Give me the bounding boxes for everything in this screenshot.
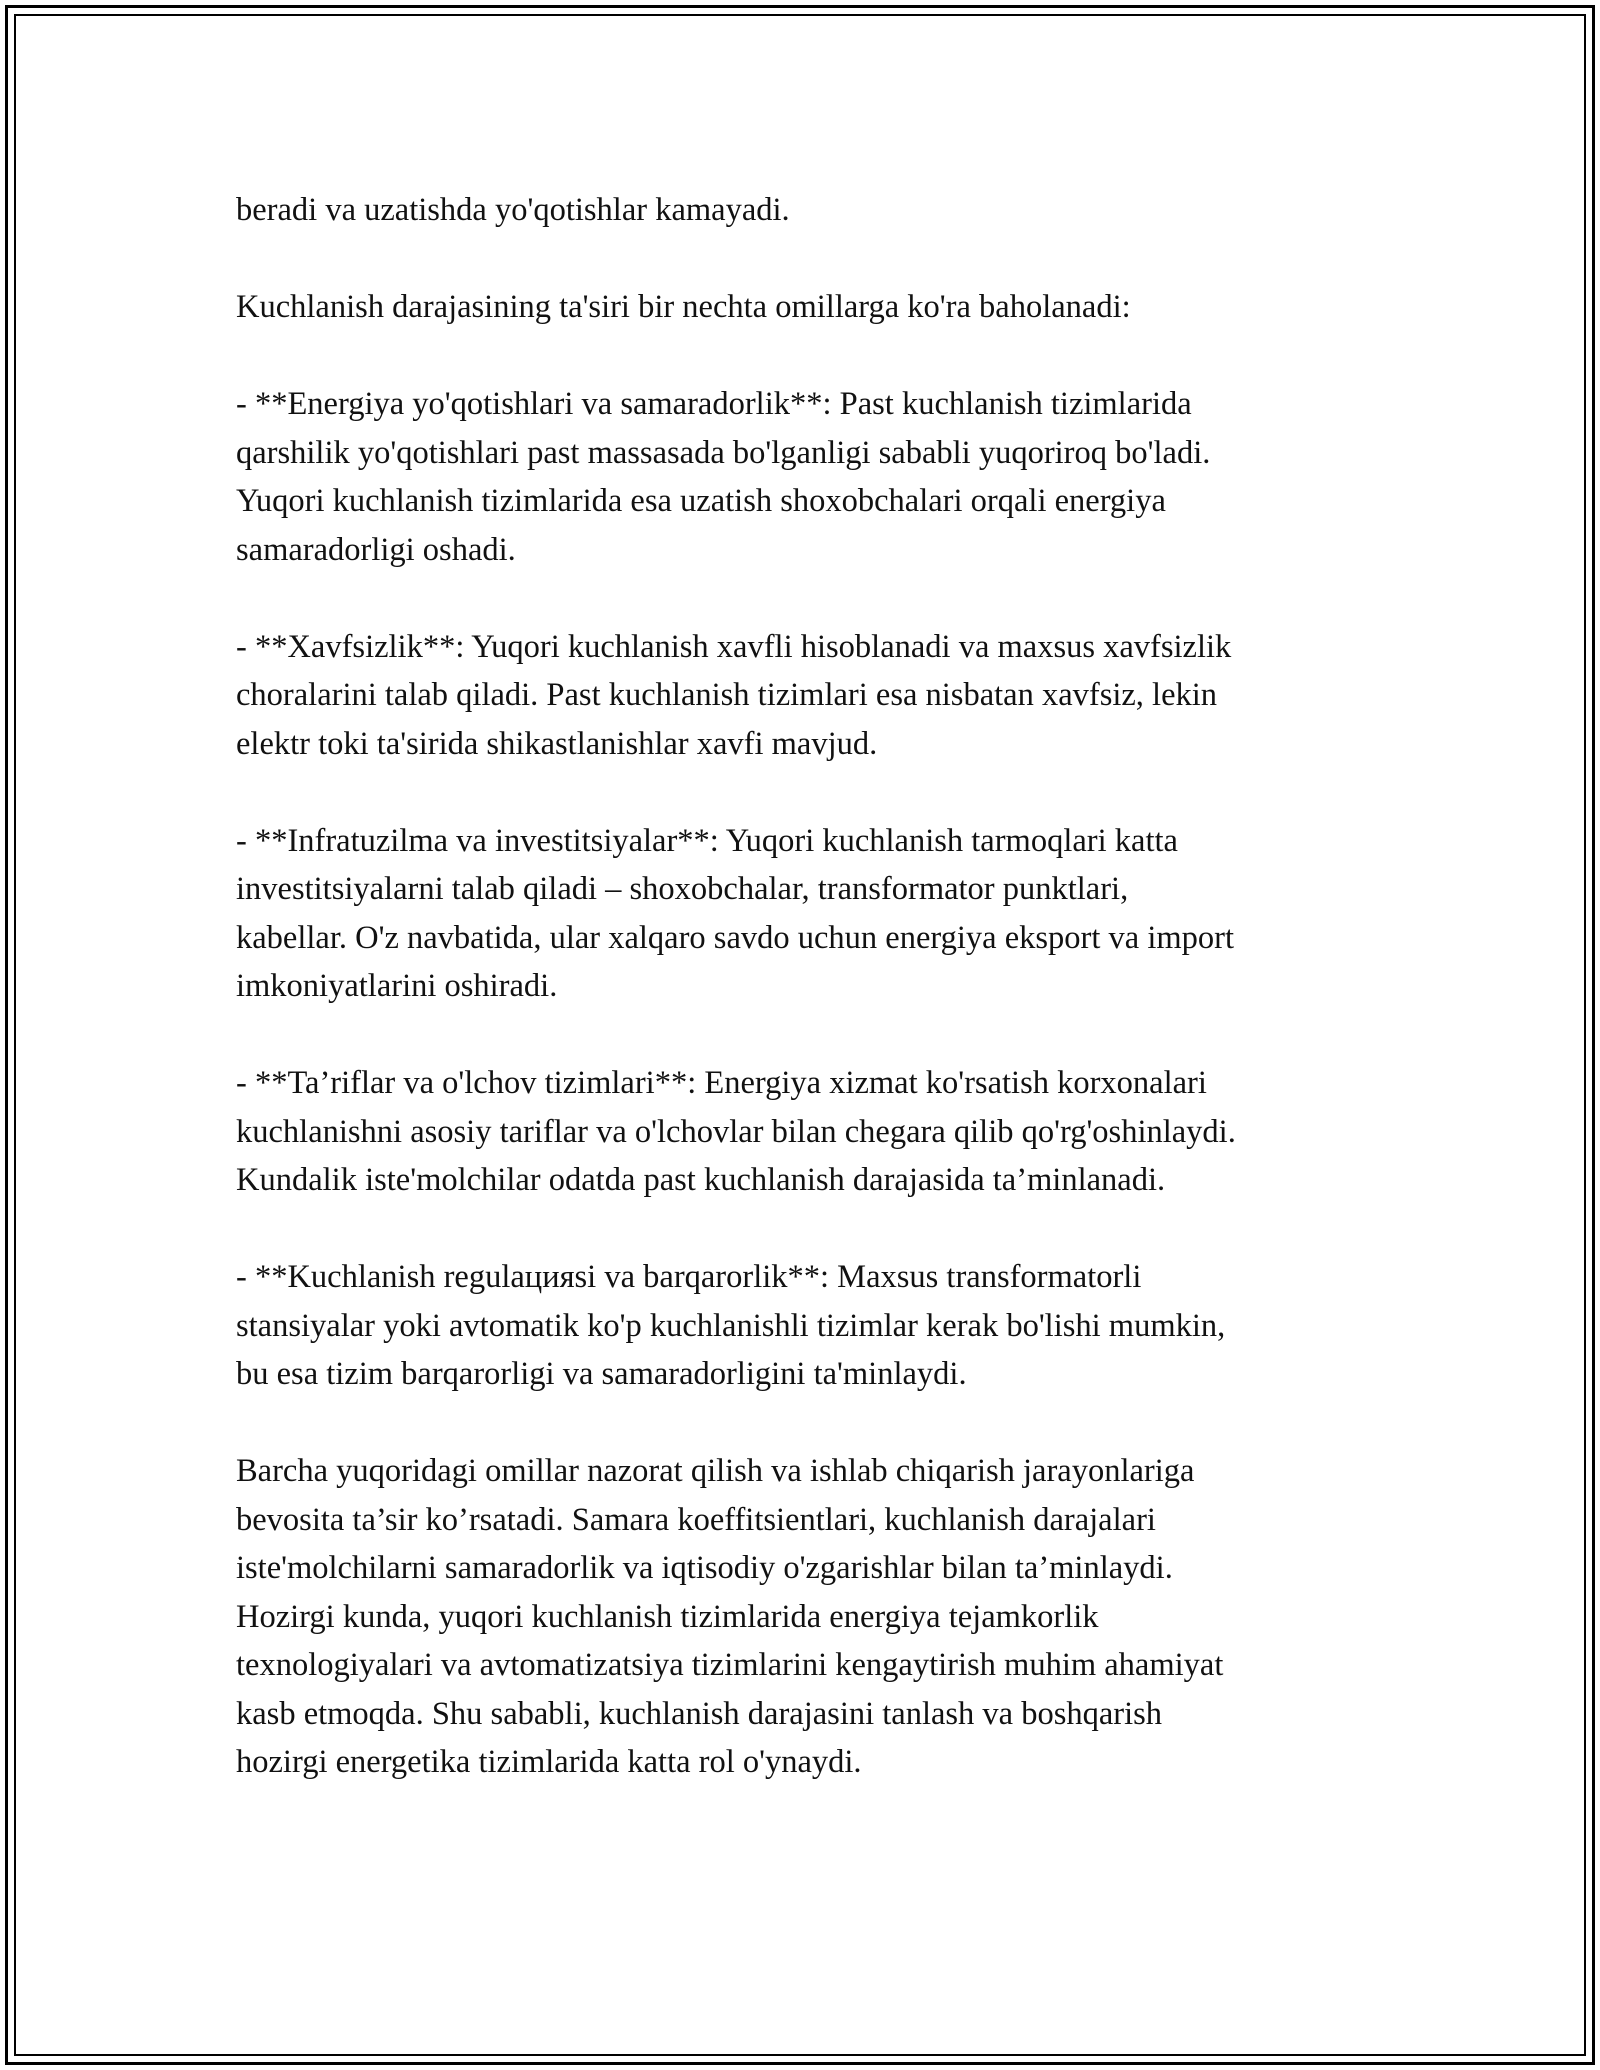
document-body	[236, 186, 1386, 1835]
list-item-tariffs: - **Ta’riflar va o'lchov tizimlari**: Energiya xizmat ko'rsatish korxonalari kuchlanishni asosiy tariflar va o'lchovlar bilan chegara qilib qo'rg'oshinlaydi. Kundalik iste'molchilar odatda past kuchlanish darajasida ta’minlanadi.	[236, 1065, 1236, 1198]
list-item-energy-losses: - **Energiya yo'qotishlari va samaradorlik**: Past kuchlanish tizimlarida qarshilik yo'qotishlari past massasada bo'lganligi sababli yuqoriroq bo'ladi. Yuqori kuchlanish tizimlarida esa uzatish shoxobchalari orqali energiya samaradorligi oshadi.	[236, 386, 1211, 568]
paragraph-continuation: beradi va uzatishda yo'qotishlar kamayadi.	[236, 192, 790, 228]
paragraph-intro: Kuchlanish darajasining ta'siri bir nechta omillarga ko'ra baholanadi:	[236, 289, 1131, 325]
list-item-regulation: - **Kuchlanish regulaцияsi va barqarorlik**: Maxsus transformatorli stansiyalar yoki avtomatik ko'p kuchlanishli tizimlar kerak bo'lishi mumkin, bu esa tizim barqarorligi va samaradorligini ta'minlaydi.	[236, 1259, 1226, 1392]
list-item-infrastructure: - **Infratuzilma va investitsiyalar**: Yuqori kuchlanish tarmoqlari katta investitsiyalarni talab qiladi – shoxobchalar, transformator punktlari, kabellar. O'z navbatida, ular xalqaro savdo uchun energiya eksport va import imkoniyatlarini oshiradi.	[236, 822, 1234, 1004]
list-item-safety: - **Xavfsizlik**: Yuqori kuchlanish xavfli hisoblanadi va maxsus xavfsizlik choralarini talab qiladi. Past kuchlanish tizimlari esa nisbatan xavfsiz, lekin elektr toki ta'sirida shikastlanishlar xavfi mavjud.	[236, 628, 1232, 762]
paragraph-conclusion: Barcha yuqoridagi omillar nazorat qilish va ishlab chiqarish jarayonlariga bevosita ta’sir ko’rsatadi. Samara koeffitsientlari, kuchlanish darajalari iste'molchilarni samaradorlik va iqtisodiy o'zgarishlar bilan ta’minlaydi. Hozirgi kunda, yuqori kuchlanish tizimlarida energiya tejamkorlik texnologiyalari va avtomatizatsiya tizimlarini kengaytirish muhim ahamiyat kasb etmoqda. Shu sababli, kuchlanish darajasini tanlash va boshqarish hozirgi energetika tizimlarida katta rol o'ynaydi.	[236, 1453, 1224, 1780]
